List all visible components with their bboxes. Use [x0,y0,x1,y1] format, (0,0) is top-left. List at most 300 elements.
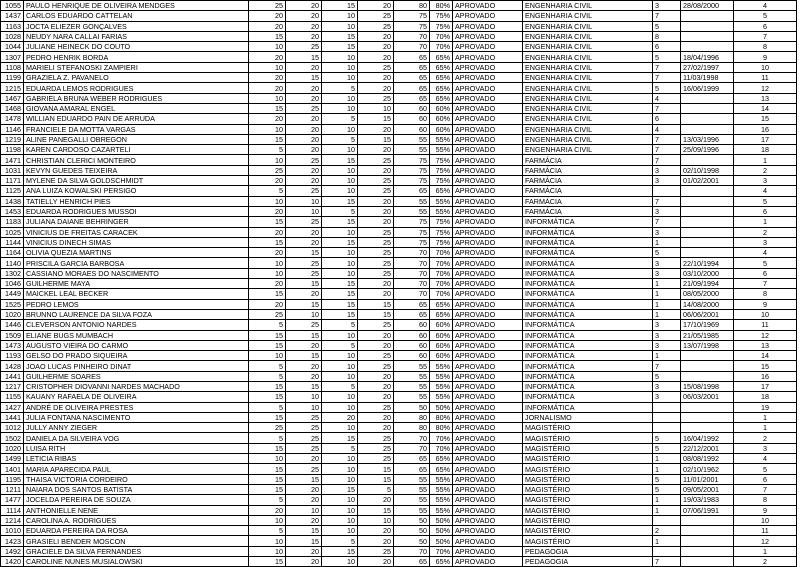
cell-birth-date: 06/06/2001 [681,309,734,319]
table-row [1,11,797,21]
cell-rank: 3 [734,443,797,453]
cell-total: 55 [394,145,430,155]
cell-status: APROVADO [453,392,523,402]
cell-total: 65 [394,52,430,62]
cell-name: GRACIELE DA SILVA FERNANDES [24,546,249,556]
cell-score-2: 20 [286,21,322,31]
cell-rank: 1 [734,412,797,422]
cell-rank: 15 [734,361,797,371]
cell-score-1: 15 [249,443,286,453]
cell-score-3: 10 [322,73,358,83]
cell-score-3: 10 [322,454,358,464]
cell-percent: 75% [430,227,453,237]
cell-status: APROVADO [453,103,523,113]
cell-score-2: 20 [286,11,322,21]
cell-code: 1 [653,279,681,289]
cell-birth-date: 21/09/1994 [681,279,734,289]
cell-score-4: 20 [358,412,394,422]
cell-percent: 60% [430,351,453,361]
cell-score-1: 10 [249,155,286,165]
cell-name: MARIELI STEFANOSKI ZAMPIERI [24,62,249,72]
cell-birth-date [681,114,734,124]
table-row [1,515,797,525]
cell-score-2: 20 [286,454,322,464]
cell-course: MAGISTÉRIO [523,536,653,546]
cell-total: 75 [394,165,430,175]
cell-status: APROVADO [453,454,523,464]
cell-score-4: 20 [358,83,394,93]
cell-score-1: 10 [249,124,286,134]
cell-name: FRANCIELE DA MOTTA VARGAS [24,124,249,134]
cell-id: 1163 [1,21,24,31]
cell-score-1: 5 [249,145,286,155]
cell-score-2: 15 [286,351,322,361]
cell-score-2: 20 [286,557,322,567]
cell-score-1: 25 [249,1,286,11]
cell-score-1: 10 [249,268,286,278]
cell-course: INFORMÁTICA [523,330,653,340]
cell-total: 55 [394,371,430,381]
cell-code: 3 [653,165,681,175]
cell-score-3: 15 [322,42,358,52]
cell-score-3: 5 [322,206,358,216]
cell-score-3: 15 [322,155,358,165]
cell-score-3: 10 [322,361,358,371]
cell-percent: 55% [430,145,453,155]
cell-birth-date: 22/12/2001 [681,443,734,453]
cell-status: APROVADO [453,309,523,319]
cell-birth-date [681,103,734,113]
cell-rank: 12 [734,83,797,93]
cell-name: BRUNNO LAURENCE DA SILVA FOZA [24,309,249,319]
cell-birth-date: 11/03/1998 [681,73,734,83]
cell-rank: 9 [734,52,797,62]
cell-percent: 70% [430,279,453,289]
cell-course: MAGISTÉRIO [523,443,653,453]
table-row [1,351,797,361]
cell-course: MAGISTÉRIO [523,515,653,525]
cell-score-3: 10 [322,505,358,515]
cell-score-2: 25 [286,186,322,196]
cell-score-3: 10 [322,330,358,340]
cell-birth-date: 13/07/1998 [681,340,734,350]
cell-course: ENGENHARIA CIVIL [523,124,653,134]
cell-percent: 55% [430,371,453,381]
table-row [1,299,797,309]
cell-percent: 60% [430,330,453,340]
cell-code: 5 [653,484,681,494]
table-row [1,330,797,340]
cell-birth-date: 06/03/2001 [681,392,734,402]
cell-code: 3 [653,392,681,402]
cell-birth-date [681,196,734,206]
cell-score-1: 15 [249,484,286,494]
cell-score-3: 10 [322,186,358,196]
cell-score-2: 25 [286,433,322,443]
cell-score-1: 20 [249,114,286,124]
cell-total: 55 [394,495,430,505]
cell-course: ENGENHARIA CIVIL [523,1,653,11]
cell-total: 75 [394,11,430,21]
cell-id: 1438 [1,196,24,206]
cell-score-1: 15 [249,103,286,113]
cell-id: 1473 [1,340,24,350]
cell-course: INFORMÁTICA [523,258,653,268]
cell-percent: 60% [430,103,453,113]
cell-birth-date: 25/09/1996 [681,145,734,155]
cell-percent: 70% [430,289,453,299]
cell-status: APROVADO [453,62,523,72]
cell-score-1: 5 [249,433,286,443]
cell-course: MAGISTÉRIO [523,495,653,505]
cell-score-2: 20 [286,237,322,247]
cell-status: APROVADO [453,42,523,52]
cell-birth-date [681,546,734,556]
cell-score-4: 25 [358,351,394,361]
cell-birth-date: 03/10/2000 [681,268,734,278]
cell-code: 7 [653,361,681,371]
cell-total: 65 [394,73,430,83]
cell-id: 1108 [1,62,24,72]
cell-birth-date: 17/10/1969 [681,320,734,330]
cell-course: MAGISTÉRIO [523,464,653,474]
cell-rank: 14 [734,351,797,361]
cell-percent: 70% [430,546,453,556]
cell-score-2: 20 [286,227,322,237]
cell-score-1: 25 [249,309,286,319]
cell-code: 6 [653,114,681,124]
cell-birth-date: 01/02/2001 [681,176,734,186]
cell-score-2: 20 [286,176,322,186]
cell-status: APROVADO [453,279,523,289]
cell-course: INFORMÁTICA [523,299,653,309]
cell-course: INFORMÁTICA [523,381,653,391]
cell-name: PRISCILA GARCIA BARBOSA [24,258,249,268]
table-row [1,402,797,412]
table-row [1,52,797,62]
cell-id: 1219 [1,134,24,144]
cell-score-3: 10 [322,145,358,155]
cell-score-4: 20 [358,217,394,227]
cell-name: JULIANA DAIANE BEHRINGER [24,217,249,227]
cell-rank: 4 [734,248,797,258]
cell-status: APROVADO [453,248,523,258]
cell-id: 1195 [1,474,24,484]
cell-name: ALINE PANEGALLI OBREGON [24,134,249,144]
cell-score-4: 20 [358,1,394,11]
cell-birth-date: 07/06/1991 [681,505,734,515]
cell-percent: 55% [430,381,453,391]
cell-score-2: 15 [286,279,322,289]
cell-course: INFORMÁTICA [523,361,653,371]
cell-score-2: 25 [286,42,322,52]
table-row [1,217,797,227]
cell-name: LETICIA RIBAS [24,454,249,464]
cell-status: APROVADO [453,289,523,299]
cell-name: MYLENE DA SILVA GOLDSCHMIDT [24,176,249,186]
cell-score-3: 15 [322,309,358,319]
cell-total: 75 [394,227,430,237]
cell-rank: 13 [734,93,797,103]
cell-score-2: 25 [286,320,322,330]
cell-code [653,412,681,422]
cell-status: APROVADO [453,443,523,453]
cell-name: JULLY ANNY ZIEGER [24,423,249,433]
cell-course: ENGENHARIA CIVIL [523,134,653,144]
cell-score-4: 10 [358,515,394,525]
cell-score-2: 20 [286,340,322,350]
cell-rank: 15 [734,114,797,124]
cell-name: AUGUSTO VIEIRA DO CARMO [24,340,249,350]
cell-code: 1 [653,454,681,464]
cell-score-2: 15 [286,248,322,258]
cell-score-3: 10 [322,268,358,278]
cell-id: 1427 [1,402,24,412]
cell-name: NAIARA DOS SANTOS BATISTA [24,484,249,494]
cell-status: APROVADO [453,340,523,350]
cell-code [653,515,681,525]
cell-rank: 4 [734,1,797,11]
cell-code: 5 [653,52,681,62]
cell-rank: 11 [734,320,797,330]
table-row [1,340,797,350]
cell-id: 1031 [1,165,24,175]
cell-score-2: 10 [286,206,322,216]
cell-course: FARMÁCIA [523,196,653,206]
cell-total: 65 [394,299,430,309]
cell-rank: 7 [734,279,797,289]
cell-percent: 50% [430,515,453,525]
cell-status: APROVADO [453,402,523,412]
table-row [1,454,797,464]
cell-percent: 70% [430,42,453,52]
cell-score-2: 15 [286,526,322,536]
cell-birth-date [681,11,734,21]
cell-course: FARMÁCIA [523,176,653,186]
cell-course: INFORMÁTICA [523,289,653,299]
cell-rank: 3 [734,176,797,186]
cell-score-2: 25 [286,155,322,165]
cell-name: ANA LUIZA KOWALSKI PERSIGO [24,186,249,196]
cell-percent: 80% [430,423,453,433]
cell-score-2: 20 [286,371,322,381]
cell-percent: 70% [430,258,453,268]
cell-total: 75 [394,21,430,31]
cell-score-2: 10 [286,196,322,206]
cell-score-2: 20 [286,165,322,175]
cell-score-3: 15 [322,279,358,289]
cell-id: 1146 [1,124,24,134]
cell-score-1: 15 [249,289,286,299]
cell-course: INFORMÁTICA [523,351,653,361]
cell-percent: 75% [430,176,453,186]
cell-course: ENGENHARIA CIVIL [523,42,653,52]
cell-status: APROVADO [453,299,523,309]
cell-status: APROVADO [453,351,523,361]
cell-id: 1502 [1,433,24,443]
cell-score-1: 20 [249,83,286,93]
cell-score-2: 20 [286,1,322,11]
cell-course: MAGISTÉRIO [523,433,653,443]
cell-score-3: 5 [322,134,358,144]
table-row [1,62,797,72]
cell-birth-date [681,412,734,422]
cell-score-1: 25 [249,423,286,433]
cell-birth-date [681,351,734,361]
cell-percent: 55% [430,484,453,494]
table-row [1,371,797,381]
cell-score-2: 25 [286,103,322,113]
cell-score-4: 20 [358,73,394,83]
cell-rank: 16 [734,124,797,134]
cell-course: ENGENHARIA CIVIL [523,114,653,124]
cell-code: 7 [653,103,681,113]
cell-name: CARLOS EDUARDO CATTELAN [24,11,249,21]
cell-total: 65 [394,309,430,319]
cell-rank: 12 [734,536,797,546]
cell-status: APROVADO [453,412,523,422]
cell-name: PEDRO HENRIK BORDA [24,52,249,62]
cell-rank: 2 [734,165,797,175]
table-row [1,124,797,134]
cell-id: 1193 [1,351,24,361]
cell-birth-date: 27/02/1997 [681,62,734,72]
cell-name: VINICIUS DE FREITAS CARACEK [24,227,249,237]
cell-percent: 70% [430,31,453,41]
cell-percent: 65% [430,454,453,464]
cell-rank: 17 [734,134,797,144]
cell-name: PEDRO LEMOS [24,299,249,309]
cell-score-1: 15 [249,340,286,350]
cell-course: INFORMÁTICA [523,268,653,278]
cell-code: 7 [653,145,681,155]
cell-percent: 75% [430,21,453,31]
cell-score-4: 15 [358,299,394,309]
cell-course: INFORMÁTICA [523,320,653,330]
table-row [1,1,797,11]
cell-score-2: 25 [286,423,322,433]
cell-score-4: 25 [358,268,394,278]
cell-birth-date [681,42,734,52]
cell-name: EDUARDA PEREIRA DA ROSA [24,526,249,536]
cell-score-1: 15 [249,381,286,391]
cell-total: 55 [394,206,430,216]
cell-total: 60 [394,320,430,330]
cell-code: 7 [653,62,681,72]
cell-score-2: 20 [286,134,322,144]
table-row [1,381,797,391]
cell-percent: 70% [430,248,453,258]
cell-id: 1437 [1,11,24,21]
cell-rank: 11 [734,73,797,83]
cell-code: 3 [653,227,681,237]
table-row [1,474,797,484]
cell-course: ENGENHARIA CIVIL [523,21,653,31]
cell-score-4: 25 [358,11,394,21]
cell-id: 1420 [1,557,24,567]
cell-score-2: 20 [286,145,322,155]
table-row [1,526,797,536]
cell-score-3: 10 [322,371,358,381]
cell-score-4: 20 [358,423,394,433]
cell-score-2: 25 [286,217,322,227]
cell-percent: 50% [430,536,453,546]
cell-score-1: 10 [249,454,286,464]
cell-name: GELSO DO PRADO SIQUEIRA [24,351,249,361]
cell-rank: 10 [734,515,797,525]
cell-score-2: 15 [286,299,322,309]
cell-birth-date [681,371,734,381]
cell-id: 1217 [1,381,24,391]
cell-rank: 5 [734,196,797,206]
cell-score-1: 15 [249,557,286,567]
cell-score-3: 15 [322,546,358,556]
cell-score-2: 25 [286,443,322,453]
cell-status: APROVADO [453,83,523,93]
cell-id: 1467 [1,93,24,103]
table-row [1,114,797,124]
cell-score-4: 25 [358,258,394,268]
cell-percent: 70% [430,268,453,278]
cell-score-3: 10 [322,93,358,103]
cell-status: APROVADO [453,176,523,186]
cell-total: 60 [394,330,430,340]
cell-code: 7 [653,557,681,567]
cell-score-2: 25 [286,464,322,474]
cell-score-1: 25 [249,165,286,175]
cell-score-4: 20 [358,526,394,536]
cell-score-1: 15 [249,412,286,422]
cell-id: 1055 [1,1,24,11]
cell-name: GUILHERME SOARES [24,371,249,381]
cell-total: 70 [394,546,430,556]
cell-status: APROVADO [453,206,523,216]
cell-status: APROVADO [453,330,523,340]
table-row [1,73,797,83]
cell-birth-date [681,217,734,227]
cell-score-3: 10 [322,557,358,567]
cell-id: 1446 [1,320,24,330]
cell-score-3: 10 [322,176,358,186]
cell-birth-date: 16/06/1999 [681,83,734,93]
cell-score-2: 25 [286,258,322,268]
cell-percent: 75% [430,155,453,165]
cell-total: 75 [394,237,430,247]
cell-score-4: 25 [358,155,394,165]
cell-name: LUISA RITH [24,443,249,453]
cell-score-4: 20 [358,31,394,41]
cell-id: 1028 [1,31,24,41]
cell-total: 60 [394,114,430,124]
cell-score-1: 20 [249,227,286,237]
table-row [1,495,797,505]
cell-birth-date: 21/05/1985 [681,330,734,340]
cell-score-4: 20 [358,165,394,175]
table-row [1,248,797,258]
cell-id: 1499 [1,454,24,464]
cell-score-3: 10 [322,515,358,525]
cell-rank: 6 [734,474,797,484]
cell-code [653,186,681,196]
cell-status: APROVADO [453,11,523,21]
cell-score-1: 5 [249,361,286,371]
cell-score-4: 25 [358,546,394,556]
cell-total: 80 [394,423,430,433]
cell-score-1: 15 [249,31,286,41]
cell-name: GABRIELA BRUNA WEBER RODRIGUES [24,93,249,103]
cell-score-4: 25 [358,237,394,247]
cell-score-4: 25 [358,361,394,371]
